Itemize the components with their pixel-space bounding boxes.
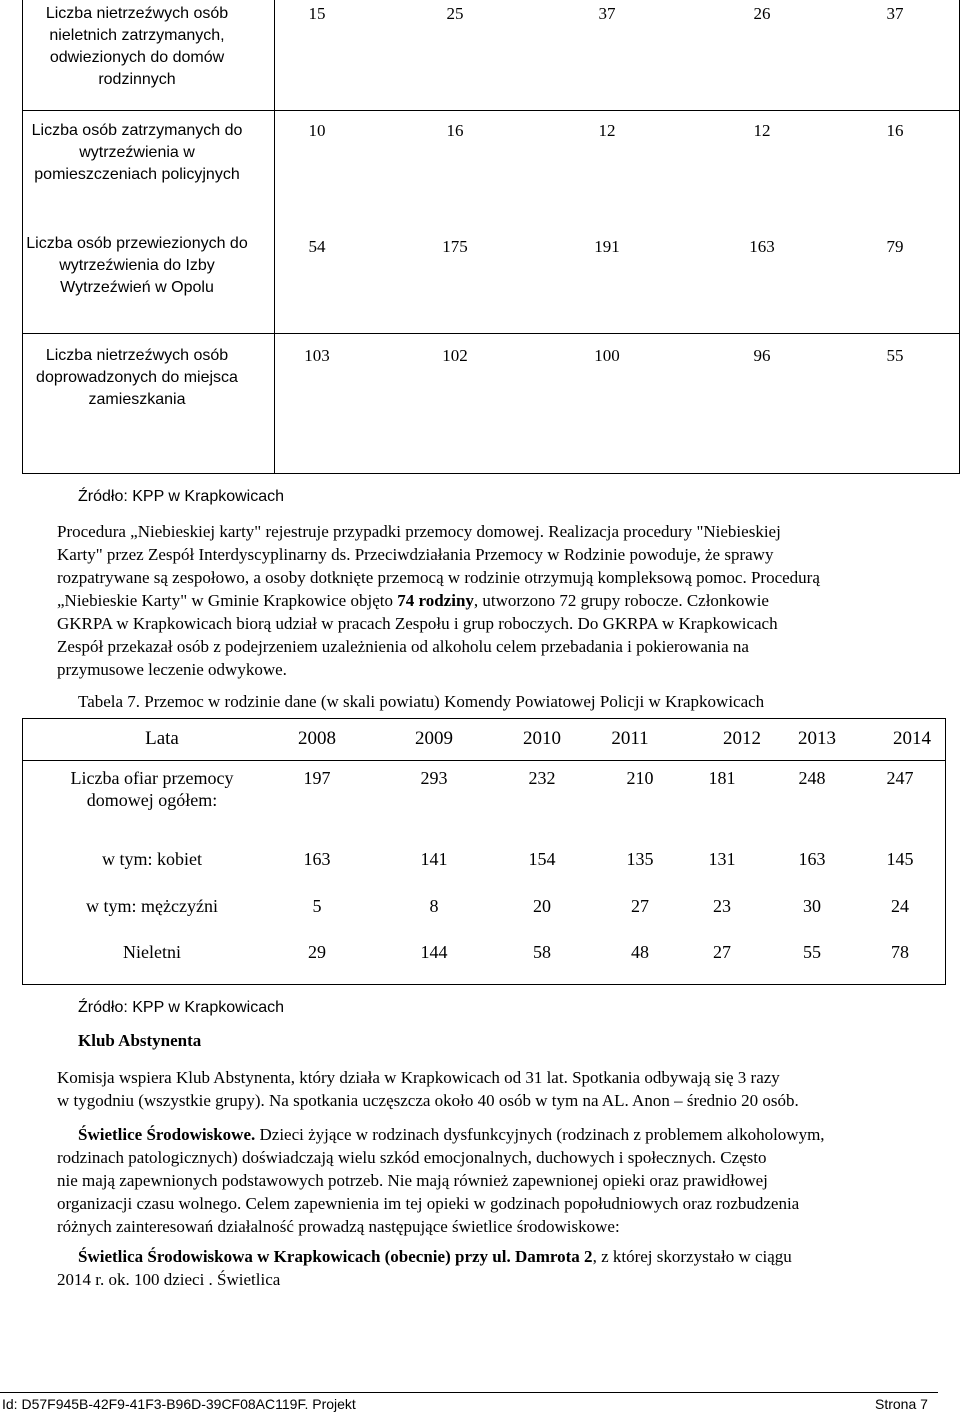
table-cell: 163	[798, 849, 826, 869]
table-cell: 55	[803, 942, 821, 962]
klub-paragraph	[57, 1066, 949, 1112]
table-border	[22, 984, 946, 985]
row-label: Liczba osób zatrzymanych do wytrzeźwienia w pomieszczeniach policyjnych	[31, 122, 243, 183]
row-label-line: domowej ogółem:	[86, 790, 218, 810]
table-cell: 145	[886, 849, 914, 869]
table-cell: 163	[303, 849, 331, 869]
table-border	[22, 473, 960, 474]
table-cell: 30	[803, 896, 821, 916]
year-header: 2013	[798, 728, 836, 749]
text-line	[57, 589, 949, 612]
row-label: Liczba nietrzeźwych osób nieletnich zatrzymanych, odwiezionych do domów rodzinnych	[45, 5, 229, 88]
year-header: 2011	[611, 728, 649, 749]
niebieska-karta-paragraph	[57, 520, 949, 681]
table-cell: 23	[713, 896, 731, 916]
table-border	[22, 760, 946, 761]
table-cell: 27	[713, 942, 731, 962]
table-cell: 58	[533, 942, 551, 962]
source-note: Źródło: KPP w Krapkowicach	[78, 999, 285, 1016]
table-cell: 191	[594, 237, 620, 256]
row-label: w tym: mężczyźni	[86, 896, 218, 916]
bold-lead: Świetlica Środowiskowa w Krapkowicach (obecnie) przy ul. Damrota 2	[78, 1247, 593, 1266]
table-cell: 141	[420, 849, 448, 869]
swietlice-paragraph	[57, 1123, 949, 1238]
table-cell: 144	[420, 942, 448, 962]
section-heading: Klub Abstynenta	[78, 1031, 202, 1050]
table-cell: 37	[886, 4, 904, 23]
table-cell: 5	[312, 896, 322, 916]
row-label	[42, 767, 262, 811]
text-run: , utworzono 72 grupy robocze. Członkowie	[473, 591, 769, 610]
swietlica-krapkowice-paragraph	[57, 1245, 949, 1291]
year-header: 2012	[723, 728, 761, 749]
table-border	[22, 718, 946, 719]
bold-count: 74 rodziny	[397, 591, 474, 610]
table-border	[22, 333, 960, 334]
table-cell: 96	[753, 346, 771, 365]
text-line: organizacji czasu wolnego. Celem zapewnienia im tej opieki w godzinach popołudniowych oraz rozbudzenia	[57, 1194, 800, 1213]
text-line: 2014 r. ok. 100 dzieci . Świetlica	[57, 1270, 281, 1289]
table-cell: 25	[446, 4, 464, 23]
year-header: 2010	[523, 728, 561, 749]
table-border	[22, 110, 960, 111]
text-run: Dzieci żyjące w rodzinach dysfunkcyjnych (rodzinach z problemem alkoholowym,	[255, 1125, 825, 1144]
table-cell: 181	[708, 768, 736, 788]
table-cell: 154	[528, 849, 556, 869]
footer-divider	[0, 1392, 938, 1393]
table-cell: 8	[429, 896, 439, 916]
text-line: GKRPA w Krapkowicach biorą udział w pracach Zespołu i grup roboczych. Do GKRPA w Krapkowicach	[57, 614, 778, 633]
row-label-line: Liczba ofiar przemocy	[70, 768, 234, 788]
table-border	[22, 718, 23, 985]
row-label: Liczba osób przewiezionych do wytrzeźwienia do Izby Wytrzeźwień w Opolu	[26, 235, 248, 296]
table-cell: 24	[891, 896, 909, 916]
text-line: rozpatrywane są zespołowo, a osoby dotknięte przemocą w rodzinie otrzymują kompleksową pomoc. Procedurą	[57, 568, 820, 587]
row-label: Liczba nietrzeźwych osób doprowadzonych do miejsca zamieszkania	[36, 347, 238, 408]
bold-lead: Świetlice Środowiskowe.	[78, 1125, 256, 1144]
table-cell: 197	[303, 768, 331, 788]
year-header: 2008	[298, 728, 336, 749]
table-cell: 100	[594, 346, 620, 365]
table-cell: 135	[626, 849, 654, 869]
table-cell: 16	[886, 121, 904, 140]
text-line: Procedura „Niebieskiej karty" rejestruje przypadki przemocy domowej. Realizacja procedury "Niebieskiej	[57, 522, 781, 541]
footer-id: Id: D57F945B-42F9-41F3-B96D-39CF08AC119F. Projekt	[2, 1396, 356, 1412]
top-table	[22, 0, 960, 474]
table-cell: 29	[308, 942, 326, 962]
year-header: 2014	[893, 728, 931, 749]
row-label: w tym: kobiet	[102, 849, 202, 869]
text-line	[57, 1123, 949, 1146]
table-cell: 210	[626, 768, 654, 788]
header-label: Lata	[145, 728, 179, 749]
page-number: Strona 7	[875, 1396, 928, 1412]
table-cell: 12	[598, 121, 616, 140]
table-cell: 20	[533, 896, 551, 916]
text-line: Zespół przekazał osób z podejrzeniem uzależnienia od alkoholu celem przebadania i pokierowania na	[57, 637, 749, 656]
table-cell: 232	[528, 768, 556, 788]
text-line	[57, 1245, 949, 1268]
table-cell: 78	[891, 942, 909, 962]
table-cell: 131	[708, 849, 736, 869]
table-cell: 293	[420, 768, 448, 788]
table-border	[274, 0, 275, 474]
table-cell: 27	[631, 896, 649, 916]
text-line: Karty" przez Zespół Interdyscyplinarny ds. Przeciwdziałania Przemocy w Rodzinie powoduje, że sprawy	[57, 545, 774, 564]
source-note: Źródło: KPP w Krapkowicach	[78, 488, 285, 505]
table-cell: 248	[798, 768, 826, 788]
table-cell: 10	[308, 121, 326, 140]
table-cell: 54	[308, 237, 326, 256]
row-label: Nieletni	[123, 942, 181, 962]
text-line: przymusowe leczenie odwykowe.	[57, 660, 287, 679]
table-cell: 247	[886, 768, 914, 788]
table-cell: 26	[753, 4, 771, 23]
table-cell: 163	[749, 237, 775, 256]
text-line: Komisja wspiera Klub Abstynenta, który działa w Krapkowicach od 31 lat. Spotkania odbywają się 3 razy	[57, 1068, 780, 1087]
text-line: nie mają zapewnionych podstawowych potrzeb. Nie mają również zapewnionej opieki oraz prawidłowej	[57, 1171, 768, 1190]
text-line: różnych zainteresowań działalność prowadzą następujące świetlice środowiskowe:	[57, 1217, 620, 1236]
text-run: , z której skorzystało w ciągu	[592, 1247, 792, 1266]
table-cell: 16	[446, 121, 464, 140]
table-cell: 102	[442, 346, 468, 365]
text-line: w tygodniu (wszystkie grupy). Na spotkania uczęszcza około 40 osób w tym na AL. Anon – średnio 20 osób.	[57, 1091, 799, 1110]
table-cell: 12	[753, 121, 771, 140]
table-cell: 175	[442, 237, 468, 256]
violence-table	[22, 718, 946, 985]
table-cell: 37	[598, 4, 616, 23]
table-cell: 55	[886, 346, 904, 365]
table-cell: 48	[631, 942, 649, 962]
table-cell: 79	[886, 237, 904, 256]
table-border	[945, 718, 946, 985]
year-header: 2009	[415, 728, 453, 749]
text-line: rodzinach patologicznych) doświadczają wielu szkód emocjonalnych, duchowych i społecznych. Często	[57, 1148, 767, 1167]
table-cell: 103	[304, 346, 330, 365]
table-caption: Tabela 7. Przemoc w rodzinie dane (w skali powiatu) Komendy Powiatowej Policji w Krapkowicach	[78, 692, 765, 711]
table-cell: 15	[308, 4, 326, 23]
text-run: „Niebieskie Karty" w Gminie Krapkowice objęto	[57, 591, 398, 610]
